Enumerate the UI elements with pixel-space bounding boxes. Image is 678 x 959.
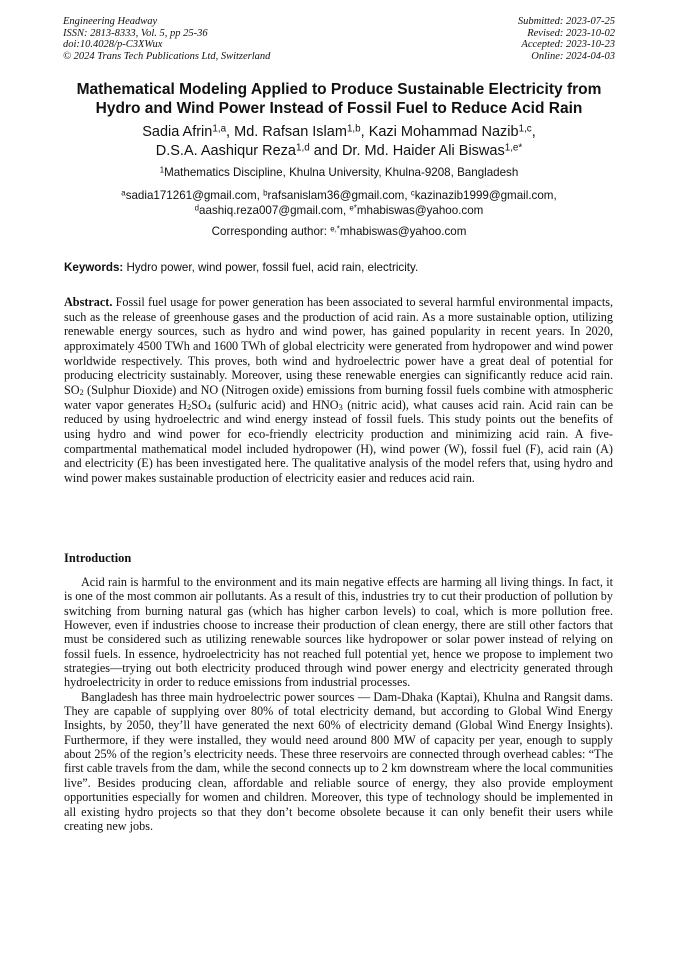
body-paragraph: Acid rain is harmful to the environment and its main negative effects are harming all living things. In fact, it is one of the most common air pollutants. As a result of this, industries try to cut their production of pollution by switching from burning natural gas (which has higher carbon levels) to coal, which is more pollution free. However, even if industries choose to increase their production of clean energy, there are still other factors that must be considered such as utilizing renewable sources like hydropower or solar power instead of relying on fossil fuels. In essence, hydroelectricity has not reached full potential yet, hence we propose to implement two strategies—trying out both electricity produced through wind power energy and electricity generated through hydroelectricity in order to reduce emissions from industrial processes. — [64, 575, 613, 690]
paper-title — [40, 80, 638, 118]
author-name: D.S.A. Aashiqur Reza — [155, 142, 296, 159]
subscript: 2 — [187, 402, 192, 412]
author-affiliation-mark: 1,c — [518, 123, 532, 135]
keywords-text: Hydro power, wind power, fossil fuel, acid rain, electricity. — [123, 261, 419, 274]
author-affiliation-mark: 1,e* — [504, 142, 523, 154]
email-link[interactable]: aashiq.reza007@gmail.com — [199, 203, 343, 217]
subscript: 3 — [338, 402, 343, 412]
dates-header — [518, 16, 615, 62]
email-separator: , — [404, 189, 411, 202]
abstract-text: (nitric acid), what causes acid rain. Acid rain can be reduced by using hydroelectric and wind energy instead of fossil fuels. This study points out the benefits of using hydro and wind power for eco-friendly electricity production and minimizing acid rain. A five-compartmental mathematical model included hydropower (H), wind power (W), fossil fuel (F), acid rain (A) and electricity (E) has been investigated here. The qualitative analysis of the model refers that, using hydro and wind power makes sustainable production of electricity easier and reduces acid rain. — [64, 397, 613, 485]
journal-header — [63, 16, 270, 62]
introduction-body — [64, 575, 613, 833]
abstract — [64, 295, 613, 486]
keywords-label: Keywords: — [64, 261, 124, 274]
abstract-text: SO — [191, 397, 207, 412]
corresponding-email[interactable]: mhabiswas@yahoo.com — [339, 225, 467, 238]
revised-date: Revised: 2023-10-02 — [527, 27, 615, 39]
corresponding-label: Corresponding author: — [211, 225, 331, 238]
author-affiliation-mark: 1,d — [296, 142, 310, 154]
email-link[interactable]: rafsanislam36@gmail.com — [267, 189, 405, 202]
corresponding-mark: e,* — [330, 224, 340, 234]
accepted-date: Accepted: 2023-10-23 — [521, 39, 615, 51]
author-separator: , — [360, 124, 369, 140]
email-mark: d — [194, 202, 200, 212]
author-affiliation-mark: 1,a — [212, 123, 227, 135]
email-mark: c — [410, 188, 415, 198]
abstract-text: Fossil fuel usage for power generation has been associated to several harmful environmental impacts, such as the release of greenhouse gases and the production of acid rain. As a more sustainable option, utilizing renewable energy sources, such as hydro and wind power, has gained popularity in recent years. In 2020, approximately 4500 TWh and 1600 TWh of global electricity were generated from hydropower and wind power worldwide respectively. This proves, both wind and hydroelectric power have a great deal of potential for producing electricity sustainably. Moreover, using these renewable energies can significantly reduce acid rain. SO — [64, 295, 613, 397]
author-emails — [40, 189, 638, 218]
issn-line: ISSN: 2813-8333, Vol. 5, pp 25-36 — [63, 27, 208, 39]
abstract-text: (Sulphur Dioxide) and NO (Nitrogen oxide) emissions from burning fossil fuels combine with atmospheric water vapor generates H — [64, 382, 613, 412]
keywords — [64, 261, 418, 275]
email-separator: , — [553, 189, 557, 202]
author-separator: and — [309, 142, 342, 159]
email-mark: b — [263, 188, 268, 198]
doi-line: doi:10.4028/p-C3XWux — [63, 39, 163, 51]
author-list — [40, 123, 638, 160]
corresponding-author — [40, 225, 638, 239]
author-separator: , — [226, 124, 235, 140]
email-mark: e* — [349, 202, 357, 212]
abstract-label: Abstract. — [64, 295, 113, 309]
author-name: Sadia Afrin — [142, 124, 213, 140]
author-name: Dr. Md. Haider Ali Biswas — [341, 142, 505, 159]
section-heading: Introduction — [64, 551, 132, 565]
submitted-date: Submitted: 2023-07-25 — [517, 16, 615, 27]
author-name: Kazi Mohammad Nazib — [368, 124, 519, 140]
subscript: 2 — [79, 388, 84, 398]
email-link[interactable]: sadia171261@gmail.com — [125, 189, 257, 202]
title-line-1: Mathematical Modeling Applied to Produce Sustainable Electricity from — [76, 81, 602, 98]
copyright-line: © 2024 Trans Tech Publications Ltd, Switzerland — [63, 50, 271, 62]
email-link[interactable]: kazinazib1999@gmail.com — [414, 189, 554, 202]
affiliation-mark: 1 — [159, 165, 165, 175]
email-link[interactable]: mhabiswas@yahoo.com — [356, 203, 484, 217]
affiliation-text: Mathematics Discipline, Khulna University, Khulna-9208, Bangladesh — [164, 166, 519, 179]
email-separator: , — [256, 189, 264, 202]
body-paragraph: Bangladesh has three main hydroelectric power sources — Dam-Dhaka (Kaptai), Khulna and Rangsit dams. They are capable of supplying over 80% of total electricity demand, but according to Global Wind Energy Insights, by 2050, they’ll have generated the next 60% of electricity demand (Global Wind Energy Insights). Furthermore, if they were installed, they would need around 800 MW of capacity per year, enough to supply about 25% of the region’s electricity needs. These three reservoirs are connected through overhead cables: “The first cable travels from the dam, while the second connects up to 2 km downstream where the local communities live”. Besides producing clean, affordable and reliable source of energy, they also provide employment opportunities especially for women and children. Moreover, this type of technology should be implemented in all existing hydro projects so that they don’t become obsolete because it can only benefit their users while creating new jobs. — [64, 689, 613, 833]
online-date: Online: 2024-04-03 — [531, 50, 615, 62]
title-line-2: Hydro and Wind Power Instead of Fossil Fuel to Reduce Acid Rain — [95, 100, 583, 117]
author-name: Md. Rafsan Islam — [234, 124, 347, 140]
author-separator: , — [531, 124, 536, 140]
subscript: 4 — [206, 402, 211, 412]
email-separator: , — [342, 203, 350, 217]
journal-name: Engineering Headway — [63, 16, 158, 27]
affiliation — [40, 166, 638, 180]
author-affiliation-mark: 1,b — [346, 123, 361, 135]
abstract-text: (sulfuric acid) and HNO — [210, 397, 339, 412]
email-mark: a — [121, 188, 126, 198]
